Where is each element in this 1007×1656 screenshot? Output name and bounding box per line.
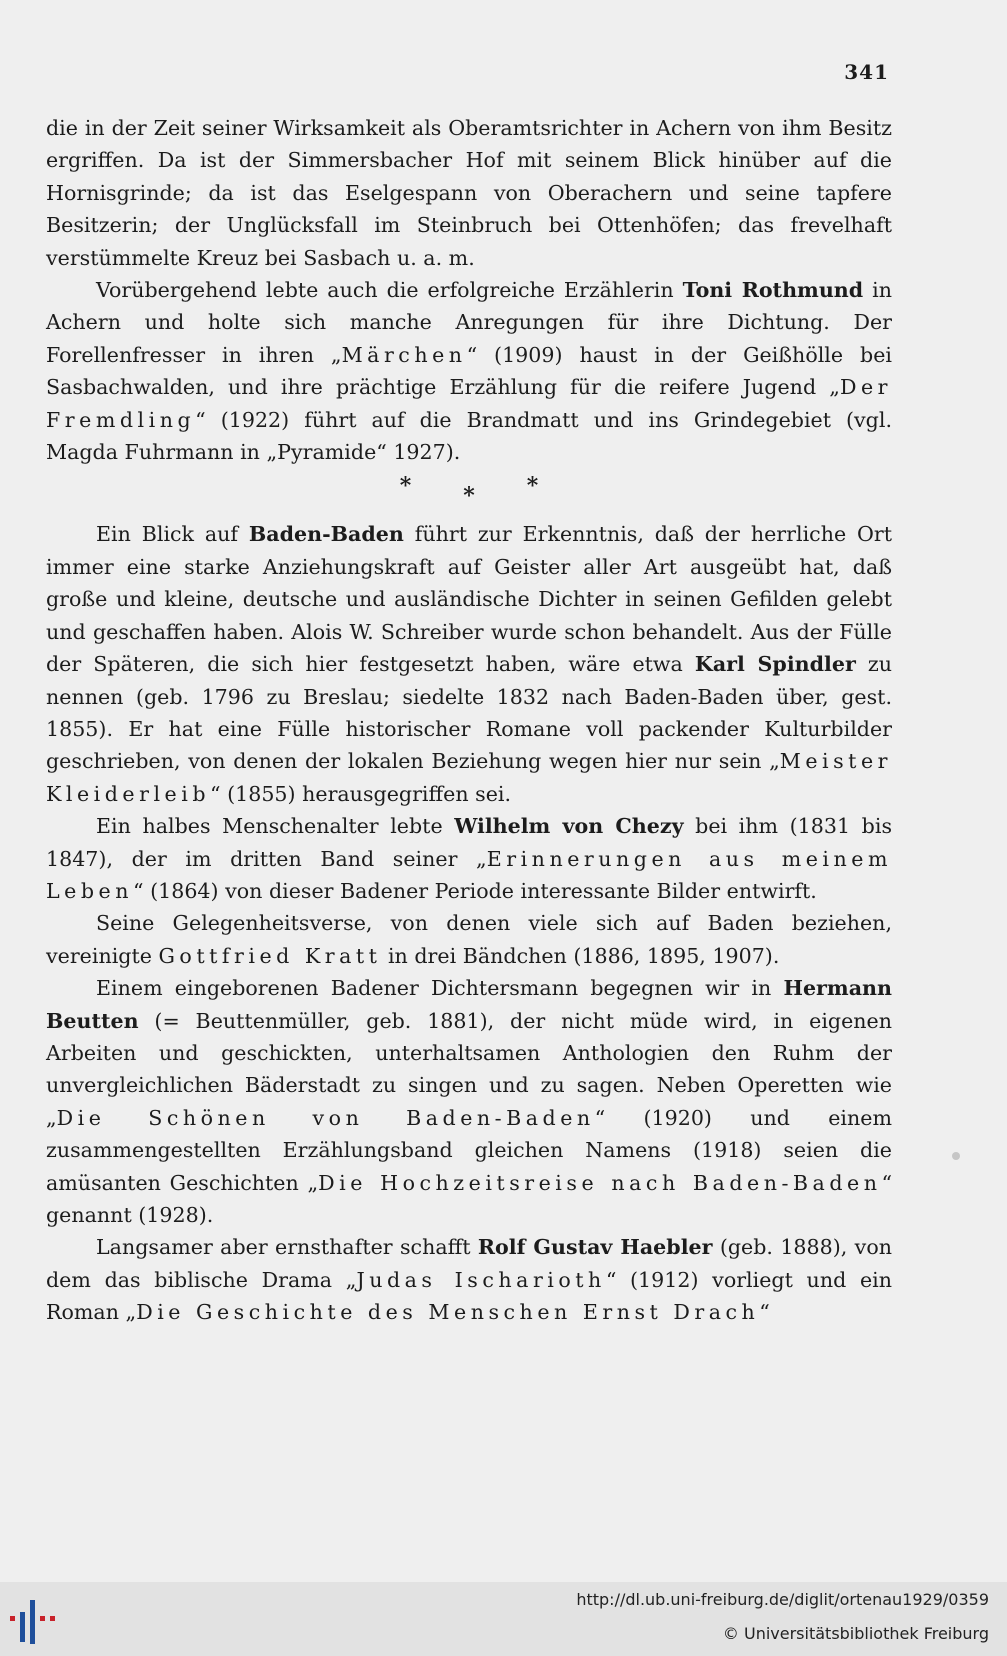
text-run: “ (1864) von dieser Badener Periode interessante Bilder entwirft. — [133, 878, 817, 903]
work-title: Märchen — [341, 342, 467, 367]
text-run: “ (1922) führt auf die Brandmatt und ins Grindegebiet (vgl. Magda Fuhrmann in „Pyramide“ 1927). — [46, 407, 892, 465]
text-run: (geb. 1888), von dem das biblische Drama „ — [46, 1235, 892, 1292]
divider-star: * — [399, 473, 464, 500]
paragraph-1: die in der Zeit seiner Wirksamkeit als Oberamtsrichter in Achern von ihm Besitz ergriffen. Da ist der Simmersbacher Hof mit seinem Blick hinüber auf die Hornisgrinde; da ist das Eselgespann von Oberachern und seine tapfere Besitzerin; der Unglücksfall im Steinbruch bei Ottenhöfen; das frevelhaft verstümmelte Kreuz bei Sasbach u. a. m. — [46, 116, 892, 270]
footer-bar — [0, 1582, 1007, 1656]
text-run: Einem eingeborenen Badener Dichtersmann begegnen wir in — [96, 976, 784, 1001]
work-title: Die Hochzeitsreise nach Baden-Baden — [318, 1170, 882, 1195]
work-title: Der Fremdling — [46, 375, 892, 432]
work-title: Die Geschichte des Menschen Ernst Drach — [136, 1300, 760, 1325]
section-divider — [46, 468, 892, 510]
text-run: Langsamer aber ernsthafter schafft — [96, 1235, 478, 1260]
paragraph-7 — [46, 1231, 892, 1328]
author-name: Hermann Beutten — [46, 976, 892, 1033]
text-run: “ genannt (1928). — [46, 1170, 893, 1227]
text-run: “ (1855) herausgegriffen sei. — [210, 781, 512, 806]
author-name: Karl Spindler — [694, 652, 856, 677]
work-title: Die Schönen von Baden-Baden — [56, 1105, 595, 1130]
text-run: “ (1920) und einem zusammengestellten Erzählungsband gleichen Namens (1918) seien die amüsanten Geschichten „ — [46, 1105, 892, 1195]
text-run: führt zur Erkenntnis, daß der herrliche Ort immer eine starke Anziehungskraft auf Geister aller Art ausgeübt hat, daß große und kleine, deutsche und ausländische Dichter in seinen Gefilden gelebt und geschaffen haben. Alois W. Schreiber wurde schon behandelt. Aus der Fülle der Späteren, die sich hier festgesetzt haben, wäre etwa — [46, 522, 892, 677]
text-run: zu nennen (geb. 1796 zu Breslau; siedelte 1832 nach Baden-Baden über, gest. 1855). Er hat eine Fülle historischer Romane voll packender Kulturbilder geschrieben, von denen der lokalen Beziehung wegen hier nur sein „ — [46, 652, 893, 774]
author-name: Wilhelm von Chezy — [454, 814, 684, 839]
copyright-notice: © Universitätsbibliothek Freiburg — [722, 1624, 989, 1643]
work-title: Meister Kleiderleib — [46, 749, 892, 806]
divider-star: * — [463, 483, 527, 510]
logo-bar-left — [20, 1612, 25, 1642]
text-run: Seine Gelegenheitsverse, von denen viele sich auf Baden beziehen, vereinigte — [46, 911, 892, 968]
paragraph-5 — [46, 907, 892, 972]
paragraph-6 — [46, 972, 892, 1231]
text-run: in Achern und holte sich manche Anregungen für ihre Dichtung. Der Forellenfresser in ihren „ — [46, 278, 892, 367]
paragraph-4 — [46, 810, 892, 907]
page-number: 341 — [844, 60, 889, 84]
margin-mark — [952, 1152, 960, 1160]
text-run: “ — [759, 1300, 770, 1325]
work-title: Judas Ischarioth — [356, 1267, 606, 1292]
logo-square-right — [40, 1616, 45, 1621]
paragraph-3 — [46, 518, 892, 810]
text-run: “ (1912) vorliegt und ein Roman „ — [46, 1267, 892, 1325]
ub-freiburg-logo-icon — [10, 1594, 60, 1648]
text-run: (= Beuttenmüller, geb. 1881), der nicht müde wird, in eigenen Arbeiten und geschickten, unterhaltsamen Anthologien den Ruhm der unvergleichlichen Bäderstadt zu singen und zu sagen. Neben Operetten wie „ — [46, 1008, 892, 1130]
text-run: Vorübergehend lebte auch die erfolgreiche Erzählerin — [96, 278, 683, 303]
logo-bar-middle — [30, 1600, 35, 1644]
body-text — [46, 112, 892, 1329]
text-run: Ein halbes Menschenalter lebte — [96, 814, 455, 839]
author-name: Toni Rothmund — [682, 278, 864, 303]
author-name: Gottfried Kratt — [158, 943, 382, 968]
text-run: Ein Blick auf — [96, 522, 249, 547]
paragraph-2 — [46, 274, 892, 468]
divider-star: * — [526, 473, 591, 500]
source-link[interactable]: http://dl.ub.uni-freiburg.de/diglit/ortenau1929/0359 — [576, 1590, 989, 1609]
logo-square-left — [10, 1616, 15, 1621]
text-run: in drei Bändchen (1886, 1895, 1907). — [381, 943, 780, 968]
work-title: Erinnerungen aus meinem Leben — [46, 846, 892, 903]
author-name: Rolf Gustav Haebler — [477, 1235, 713, 1260]
text-run: “ (1909) haust in der Geißhölle bei Sasbachwalden, und ihre prächtige Erzählung für die reifere Jugend „ — [46, 342, 892, 400]
text-run: bei ihm (1831 bis 1847), der im dritten Band seiner „ — [46, 814, 893, 871]
place-name: Baden-Baden — [248, 522, 404, 547]
logo-square-far — [50, 1616, 55, 1621]
